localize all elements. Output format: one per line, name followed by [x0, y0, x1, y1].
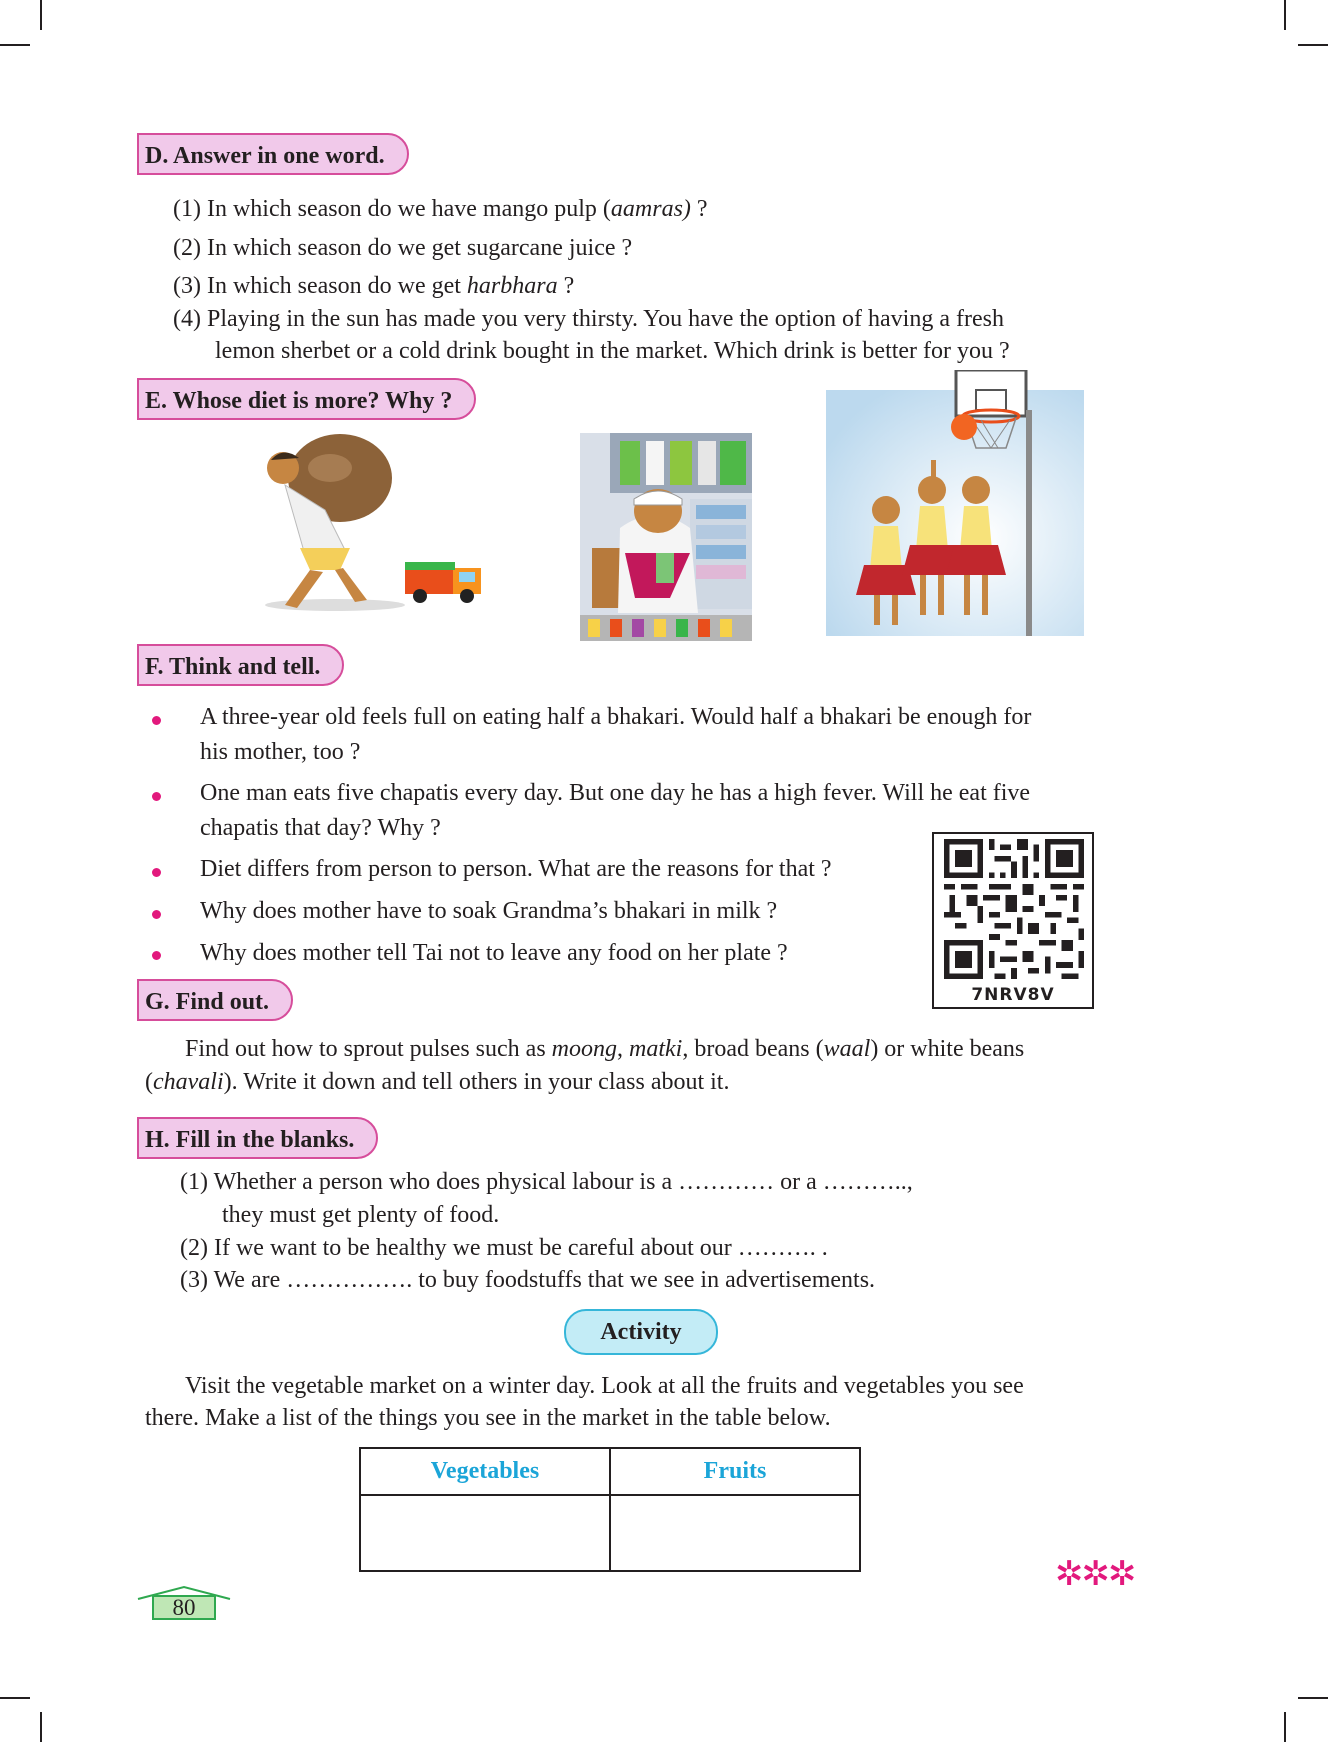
think-item-5: Why does mother tell Tai not to leave any food on her plate ? [200, 940, 788, 966]
end-mark: ✲✲✲ [1055, 1554, 1135, 1594]
section-f-heading: F. Think and tell. [137, 644, 344, 686]
question-3: (3) In which season do we get harbhara ? [173, 273, 575, 299]
table-cell-vegetables[interactable] [360, 1495, 610, 1571]
section-g-heading: G. Find out. [137, 979, 293, 1021]
qr-pattern-icon [939, 839, 1089, 979]
crop-mark [1298, 1697, 1328, 1699]
crop-mark [1284, 1712, 1286, 1742]
activity-heading: Activity [564, 1309, 718, 1355]
page-number: 80 [172, 1595, 196, 1620]
bullet-dot [152, 792, 161, 801]
think-item-1-line2: his mother, too ? [200, 739, 361, 765]
crop-mark [1298, 44, 1328, 46]
bullet-dot [152, 910, 161, 919]
crop-mark [1284, 0, 1286, 30]
labourer-illustration [255, 430, 495, 615]
market-table [359, 1447, 861, 1572]
question-2: (2) In which season do we get sugarcane juice ? [173, 235, 633, 261]
think-item-1: A three-year old feels full on eating half a bhakari. Would half a bhakari be enough for [200, 704, 1032, 730]
question-1: (1) In which season do we have mango pulp (aamras) ? [173, 196, 708, 222]
find-out-line2: (chavali). Write it down and tell others in your class about it. [145, 1069, 730, 1095]
crop-mark [40, 0, 42, 30]
crop-mark [0, 1697, 30, 1699]
find-out-line1: Find out how to sprout pulses such as moong, matki, broad beans (waal) or white beans [185, 1036, 1025, 1062]
basketball-illustration [826, 370, 1084, 636]
blank-item-3: (3) We are ……………. to buy foodstuffs that we see in advertisements. [180, 1267, 876, 1293]
think-item-3: Diet differs from person to person. What are the reasons for that ? [200, 856, 832, 882]
activity-text-line1: Visit the vegetable market on a winter day. Look at all the fruits and vegetables you see [185, 1373, 1024, 1399]
question-4: (4) Playing in the sun has made you very thirsty. You have the option of having a fresh [173, 306, 1004, 332]
think-item-2-line2: chapatis that day? Why ? [200, 815, 441, 841]
think-item-2: One man eats five chapatis every day. But one day he has a high fever. Will he eat five [200, 780, 1031, 806]
question-4-line2: lemon sherbet or a cold drink bought in the market. Which drink is better for you ? [215, 338, 1010, 364]
table-header-vegetables: Vegetables [360, 1448, 610, 1495]
think-item-4: Why does mother have to soak Grandma’s bhakari in milk ? [200, 898, 778, 924]
qr-code[interactable] [932, 832, 1094, 1009]
bullet-dot [152, 868, 161, 877]
bullet-dot [152, 951, 161, 960]
crop-mark [40, 1712, 42, 1742]
activity-text-line2: there. Make a list of the things you see in the market in the table below. [145, 1405, 831, 1431]
blank-item-1-line2: they must get plenty of food. [222, 1202, 500, 1228]
blank-item-2: (2) If we want to be healthy we must be careful about our ………. . [180, 1235, 828, 1261]
crop-mark [0, 44, 30, 46]
bullet-dot [152, 716, 161, 725]
qr-code-text: 7NRV8V [971, 985, 1055, 1005]
table-cell-fruits[interactable] [610, 1495, 860, 1571]
shopkeeper-illustration [580, 433, 752, 641]
truck-icon [405, 562, 481, 603]
section-e-heading: E. Whose diet is more? Why ? [137, 378, 476, 420]
section-h-heading: H. Fill in the blanks. [137, 1117, 378, 1159]
blank-item-1: (1) Whether a person who does physical labour is a ………… or a ……….., [180, 1169, 913, 1195]
section-d-heading: D. Answer in one word. [137, 133, 409, 175]
table-header-fruits: Fruits [610, 1448, 860, 1495]
